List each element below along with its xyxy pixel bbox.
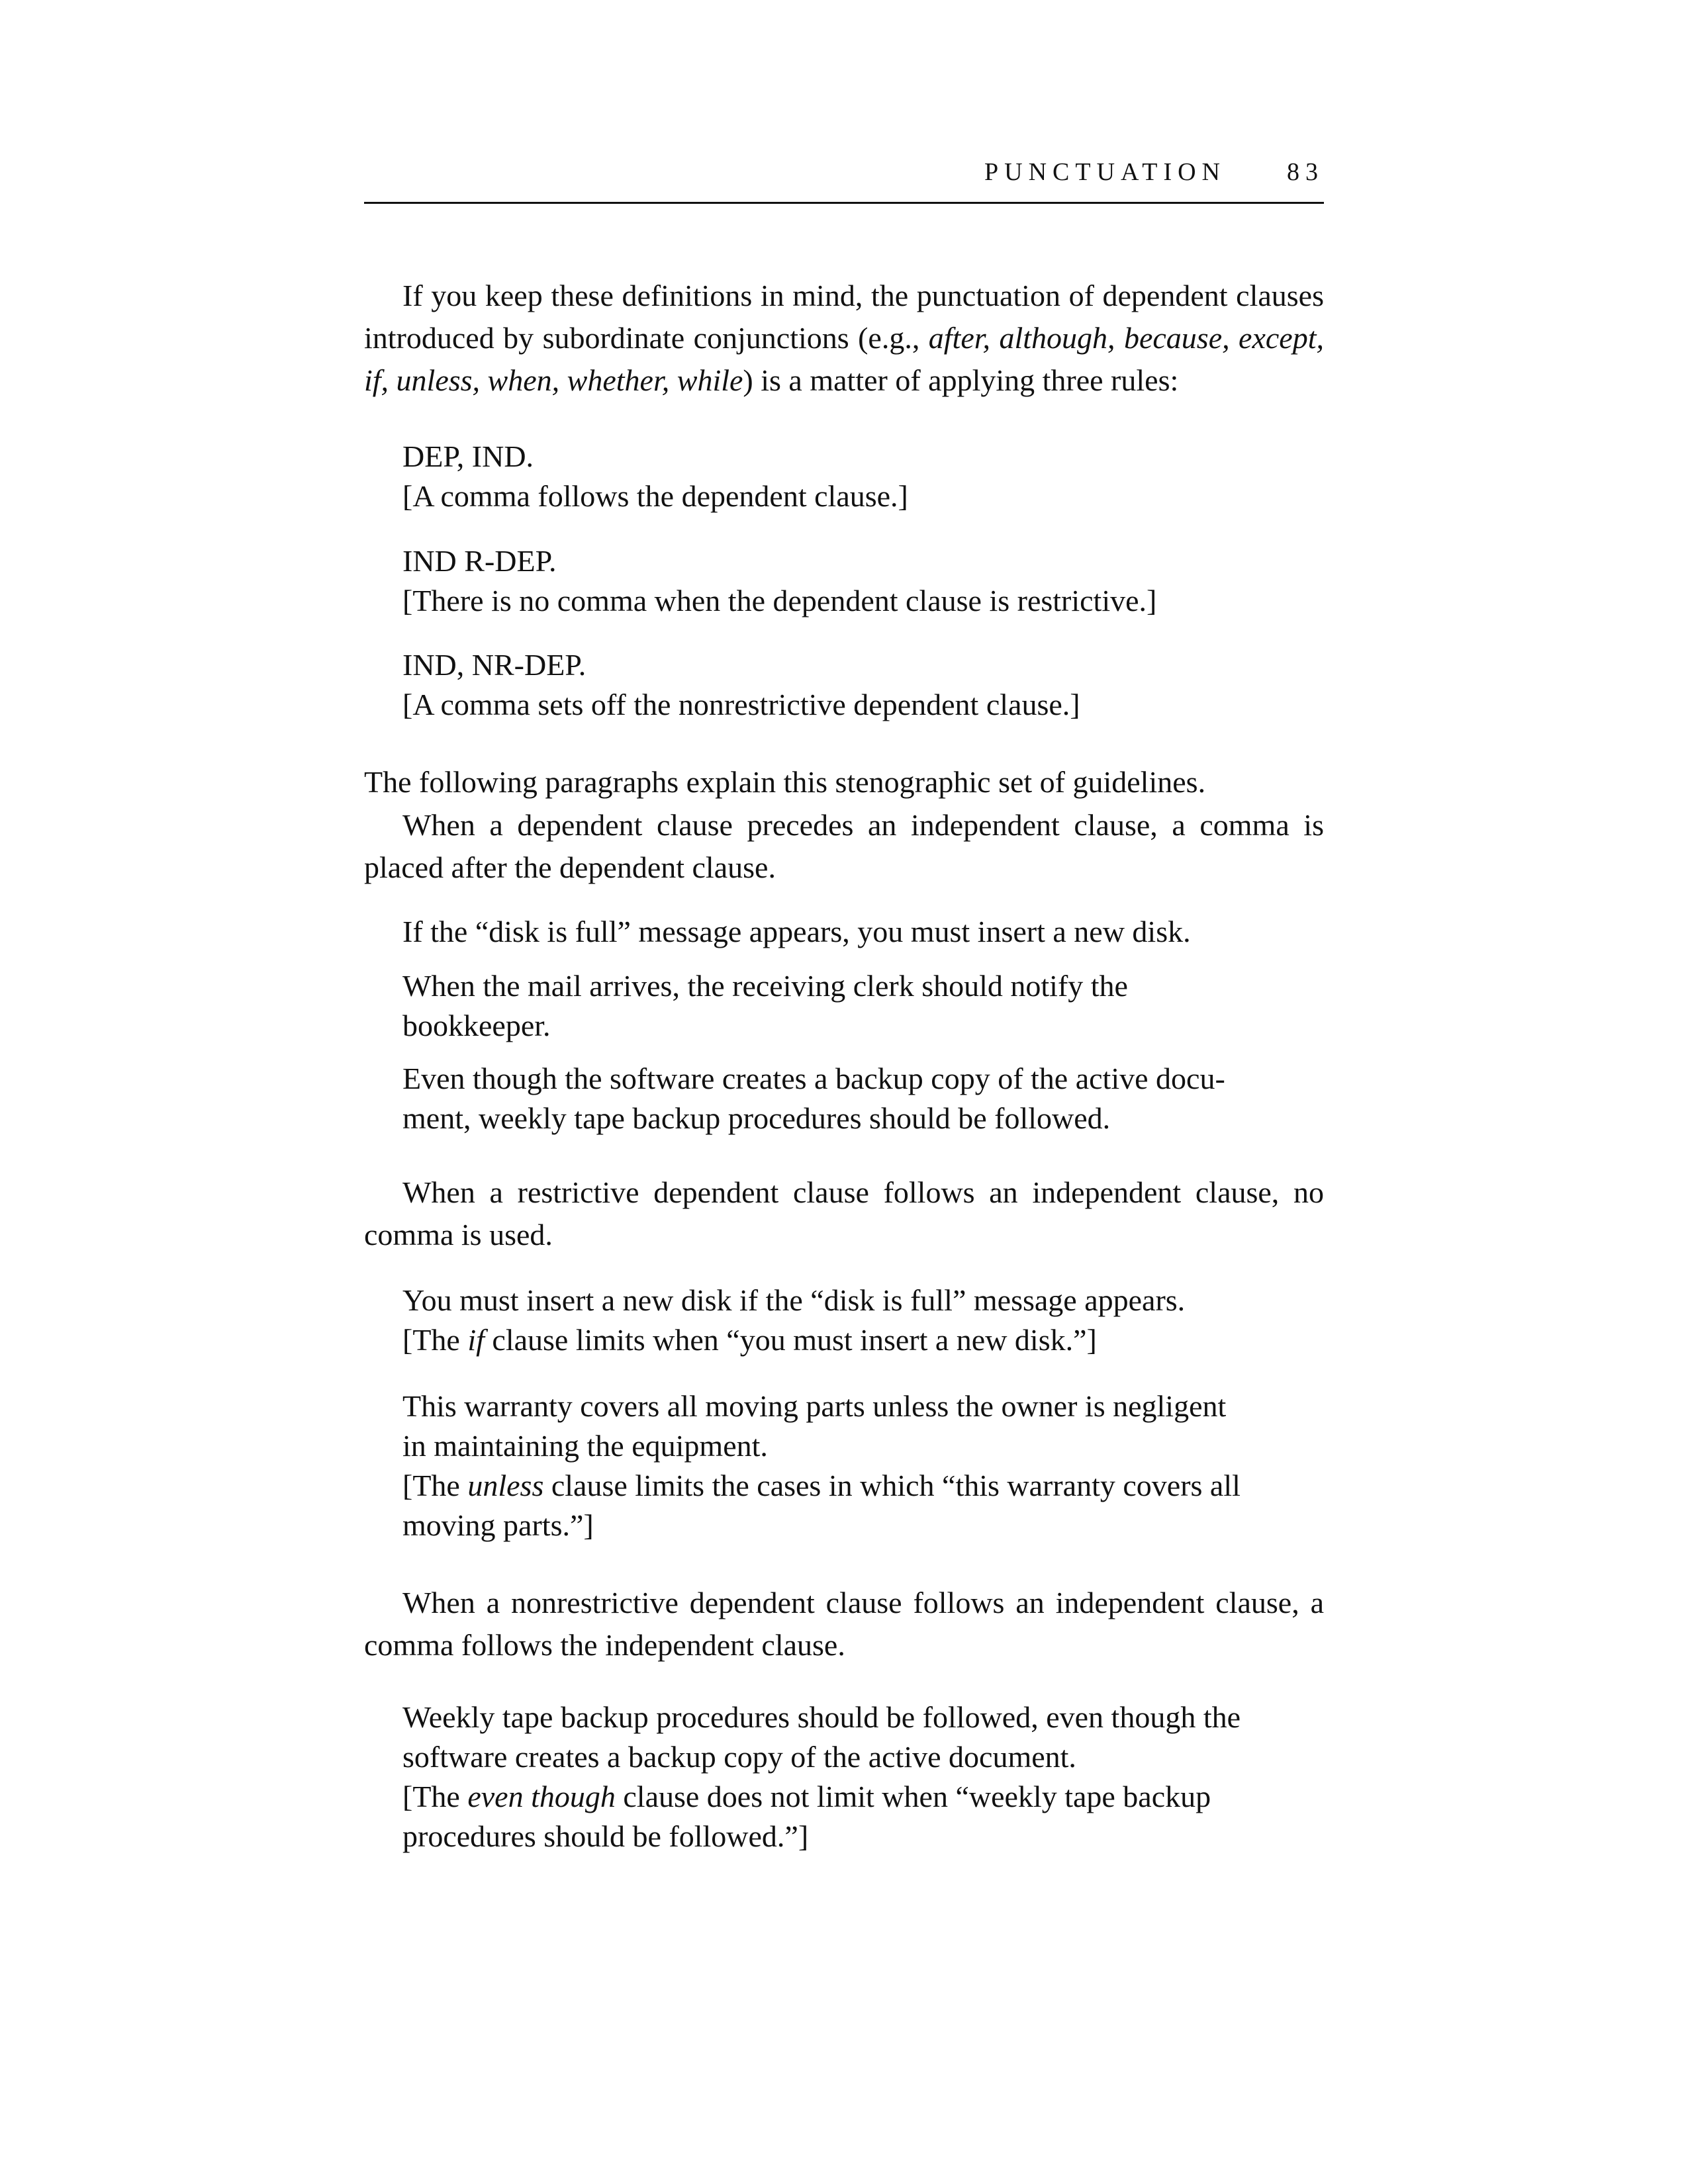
rule-note: [There is no comma when the dependent clause is restrictive.] [402,584,1157,617]
running-head [984,158,1324,187]
example-note: [The if clause limits when “you must insert a new disk.”] [402,1323,1097,1357]
section-title: PUNCTUATION [984,158,1226,186]
rule-formula: IND, NR-DEP. [402,648,586,682]
paragraph-restrictive: When a restrictive dependent clause follows an independent clause, no comma is used. [364,1175,1324,1251]
conjunction-examples: after, although, because, except, if, unless, when, whether, while [364,321,1324,397]
rule-formula: IND R-DEP. [402,544,557,578]
rule-2 [402,541,1324,621]
example-restrictive-2: This warranty covers all moving parts unless the owner is negligent in maintaining the equipment. [The unless clause limits the cases in which “this warranty covers all moving parts.”] [402,1387,1324,1545]
example-note: [The unless clause limits the cases in which “this warranty covers all [402,1469,1241,1502]
header-rule [364,202,1324,204]
paragraph-nonrestrictive: When a nonrestrictive dependent clause follows an independent clause, a comma follows the independent clause. [364,1586,1324,1662]
rule-formula: DEP, IND. [402,439,534,473]
example-precedes-2: When the mail arrives, the receiving clerk should notify the bookkeeper. [402,969,1128,1042]
intro-text: If you keep these definitions in mind, the punctuation of dependent clauses introduced by subordinate conjunctions (e.g., [364,279,1324,355]
intro-paragraph [364,275,1324,402]
example-restrictive-1: You must insert a new disk if the “disk is full” message appears. [The if clause limits when “you must insert a new disk.”] [402,1281,1324,1360]
rule-3 [402,645,1324,725]
example-note: [The even though clause does not limit when “weekly tape backup [402,1780,1211,1813]
rule-1 [402,437,1324,516]
example-precedes-1: If the “disk is full” message appears, you must insert a new disk. [402,915,1191,948]
rule-note: [A comma sets off the nonrestrictive dependent clause.] [402,688,1080,721]
book-page [364,0,1324,2184]
example-precedes-3: Even though the software creates a backup copy of the active docu- ment, weekly tape backup procedures should be followed. [402,1062,1225,1135]
paragraph-precedes: When a dependent clause precedes an independent clause, a comma is placed after the dependent clause. [364,808,1324,884]
page-number: 83 [1287,158,1324,186]
example-nonrestrictive: Weekly tape backup procedures should be followed, even though the software creates a backup copy of the active document. [The even though clause does not limit when “weekly tape backup procedures should be followed.”] [402,1698,1324,1856]
paragraph-following: The following paragraphs explain this stenographic set of guidelines. [364,765,1206,799]
intro-text-end: ) is a matter of applying three rules: [743,363,1179,397]
rule-note: [A comma follows the dependent clause.] [402,479,908,513]
